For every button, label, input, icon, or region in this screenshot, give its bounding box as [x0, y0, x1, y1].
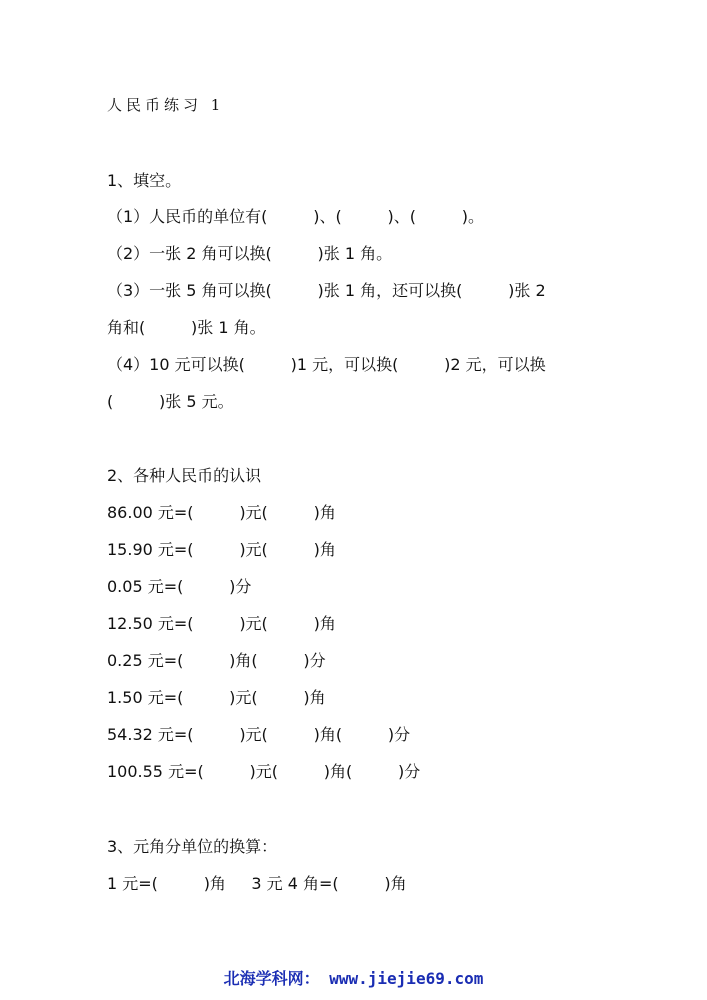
question-1-4-line2: ( )张 5 元。	[107, 392, 234, 411]
section1-heading: 1、填空。	[107, 171, 182, 190]
question-1-1: （1）人民币的单位有( )、( )、( )。	[107, 207, 484, 226]
question-1-4-line1: （4）10 元可以换( )1 元，可以换( )2 元，可以换	[107, 355, 546, 374]
question-1-3-line1: （3）一张 5 角可以换( )张 1 角，还可以换( )张 2	[107, 281, 546, 300]
conversion-item: 86.00 元=( )元( )角	[107, 503, 336, 522]
page-title: 人民币练习 1	[107, 96, 225, 114]
conversion-item: 100.55 元=( )元( )角( )分	[107, 762, 421, 781]
footer-watermark-link[interactable]: 北海学科网： www.jiejie69.com	[223, 969, 484, 988]
conversion-item: 1.50 元=( )元( )角	[107, 688, 326, 707]
conversion-item: 15.90 元=( )元( )角	[107, 540, 336, 559]
section3-heading: 3、元角分单位的换算：	[107, 837, 278, 856]
conversion-item: 54.32 元=( )元( )角( )分	[107, 725, 411, 744]
conversion-item: 12.50 元=( )元( )角	[107, 614, 336, 633]
question-3-1: 1 元=( )角 3 元 4 角=( )角	[107, 874, 407, 893]
section2-heading: 2、各种人民币的认识	[107, 466, 262, 485]
conversion-item: 0.25 元=( )角( )分	[107, 651, 326, 670]
conversion-item: 0.05 元=( )分	[107, 577, 252, 596]
question-1-3-line2: 角和( )张 1 角。	[107, 318, 266, 337]
question-1-2: （2）一张 2 角可以换( )张 1 角。	[107, 244, 393, 263]
